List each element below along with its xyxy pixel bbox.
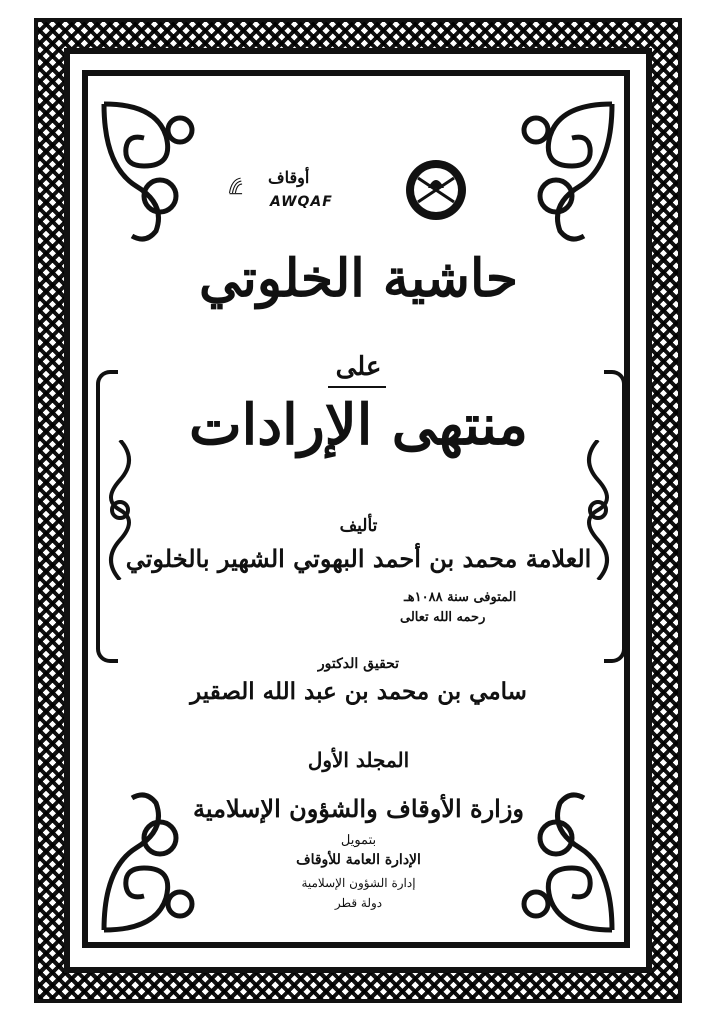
awqaf-latin-text: AWQAF <box>270 194 333 210</box>
book-title-line2: منتهى الإرادات <box>188 392 529 458</box>
editing-label: تحقيق الدكتور <box>317 656 400 672</box>
qatar-emblem-icon <box>404 158 468 222</box>
rahimahu-note: رحمه الله تعالى <box>400 610 486 625</box>
connector-underline <box>328 386 386 388</box>
death-note: المتوفى سنة ١٠٨٨هـ <box>404 590 517 605</box>
funding-department: إدارة الشؤون الإسلامية <box>301 876 416 890</box>
volume-label: المجلد الأول <box>307 748 410 772</box>
author-name: العلامة محمد بن أحمد البهوتي الشهير بالخلوتي <box>125 544 592 573</box>
publisher-ministry: وزارة الأوقاف والشؤون الإسلامية <box>192 794 525 823</box>
corner-ornament-top-left <box>96 96 206 246</box>
authorship-label: تأليف <box>339 516 378 536</box>
awqaf-wave-icon <box>228 162 268 212</box>
corner-ornament-top-right <box>510 96 620 246</box>
title-connector: على <box>335 352 382 382</box>
editor-name: سامي بن محمد بن عبد الله الصقير <box>190 678 527 705</box>
book-title-line1: حاشية الخلوتي <box>199 248 518 309</box>
funding-body: الإدارة العامة للأوقاف <box>296 852 421 868</box>
awqaf-arabic-text: أوقاف <box>268 168 310 187</box>
funding-state: دولة قطر <box>334 896 383 910</box>
funding-label: بتمويل <box>340 833 377 848</box>
